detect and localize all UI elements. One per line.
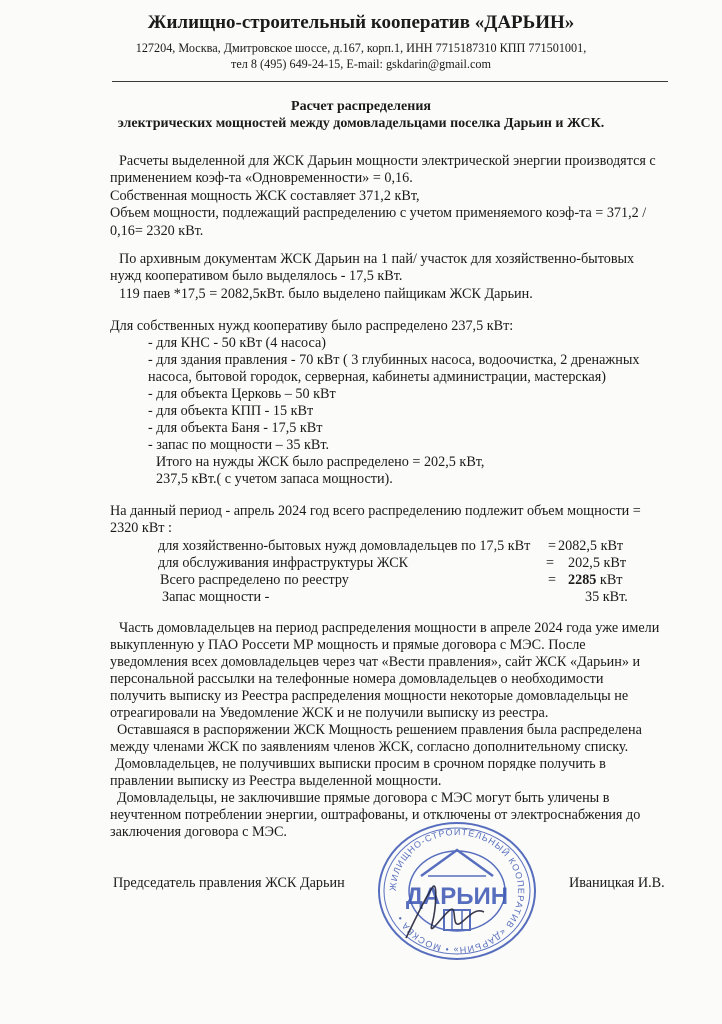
notice-line: неучтенном потреблении энергии, оштрафованы, и отключены от электроснабжения до — [110, 807, 641, 823]
period-row-label: для обслуживания инфраструктуры ЖСК — [158, 555, 409, 571]
period-total-unit: кВт — [596, 572, 623, 588]
notice-line: правлении выписку из Реестра выделенной мощности. — [110, 773, 442, 789]
own-needs-item: - для объекта Баня - 17,5 кВт — [148, 420, 323, 436]
own-needs-total: 237,5 кВт.( с учетом запаса мощности). — [156, 471, 393, 487]
document-title-line1: Расчет распределения — [291, 99, 431, 114]
signatory-name: Иваницкая И.В. — [569, 875, 665, 891]
own-needs-item: - для объекта Церковь – 50 кВт — [148, 386, 336, 402]
period-row-value: 35 кВт. — [585, 589, 628, 605]
period-row-label: Всего распределено по реестру — [160, 572, 349, 588]
intro-line: Расчеты выделенной для ЖСК Дарьин мощности электрической энергии производятся с — [119, 153, 656, 169]
intro-line: Собственная мощность ЖСК составляет 371,2 кВт, — [110, 188, 420, 204]
period-row-label: для хозяйственно-бытовых нужд домовладельцев по 17,5 кВт — [158, 538, 531, 554]
period-line: 2320 кВт : — [110, 520, 172, 536]
period-row-value: 2082,5 кВт — [558, 538, 624, 554]
header-divider — [112, 81, 668, 82]
period-line: На данный период - апрель 2024 год всего распределению подлежит объем мощности = — [110, 503, 641, 519]
seal-center-text: ДАРЬИН — [405, 883, 509, 910]
own-needs-heading: Для собственных нужд кооперативу было распределено 237,5 кВт: — [110, 318, 514, 334]
notice-line: получить выписку из Реестра распределения мощности некоторые домовладельцы не — [110, 688, 629, 704]
intro-line: 0,16= 2320 кВт. — [110, 223, 204, 239]
own-needs-item: - запас по мощности – 35 кВт. — [148, 437, 330, 453]
period-row-eq: = — [548, 572, 557, 588]
period-row-value: 202,5 кВт — [568, 555, 627, 571]
notice-line: между членами ЖСК по заявлениям членов ЖСК, согласно дополнительному списку. — [110, 739, 629, 755]
org-name: Жилищно-строительный кооператив «ДАРЬИН» — [147, 12, 575, 33]
archive-line: нужд кооперативом было выделялось - 17,5 кВт. — [110, 268, 403, 284]
notice-line: заключения договора с МЭС. — [110, 824, 287, 840]
document-title-line2: электрических мощностей между домовладельцами поселка Дарьин и ЖСК. — [117, 116, 605, 131]
own-needs-item: - для здания правления - 70 кВт ( 3 глубинных насоса, водоочистка, 2 дренажных — [148, 352, 640, 368]
intro-line: применением коэф-та «Одновременности» = 0,16. — [110, 170, 413, 186]
period-row-label: Запас мощности - — [162, 589, 270, 605]
period-row-eq: = — [548, 538, 557, 554]
seal-ring-text: ЖИЛИЩНО-СТРОИТЕЛЬНЫЙ КООПЕРАТИВ «ДАРЬИН» • МОСКВА • — [387, 826, 527, 956]
intro-line: Объем мощности, подлежащий распределению с учетом применяемого коэф-та = 371,2 / — [110, 205, 647, 221]
notice-line: Оставшаяся в распоряжении ЖСК Мощность решением правления была распределена — [117, 722, 642, 738]
org-contacts: тел 8 (495) 649-24-15, E-mail: gskdarin@gmail.com — [231, 57, 491, 71]
archive-line: По архивным документам ЖСК Дарьин на 1 пай/ участок для хозяйственно-бытовых — [119, 251, 635, 267]
notice-line: персональной рассылки на телефонные номера домовладельцев о необходимости — [110, 671, 604, 687]
notice-line: Часть домовладельцев на период распределения мощности в апреле 2024 года уже имели — [119, 620, 660, 636]
own-needs-total: Итого на нужды ЖСК было распределено = 202,5 кВт, — [156, 454, 485, 470]
own-needs-item: насоса, бытовой городок, серверная, кабинеты администрации, мастерская) — [148, 369, 606, 385]
period-total-number: 2285 — [568, 572, 597, 588]
notice-line: выкупленную у ПАО Россети МР мощность и прямые договора с МЭС. После — [110, 637, 586, 653]
notice-line: Домовладельцы, не заключившие прямые договора с МЭС могут быть уличены в — [117, 790, 610, 806]
period-row-eq: = — [546, 555, 555, 571]
org-address: 127204, Москва, Дмитровское шоссе, д.167, корп.1, ИНН 7715187310 КПП 771501001, — [135, 41, 587, 55]
own-needs-item: - для объекта КПП - 15 кВт — [148, 403, 314, 419]
cooperative-seal — [366, 818, 548, 964]
signatory-position: Председатель правления ЖСК Дарьин — [113, 875, 345, 891]
notice-line: Домовладельцев, не получивших выписки просим в срочном порядке получить в — [115, 756, 606, 772]
archive-line: 119 паев *17,5 = 2082,5кВт. было выделено пайщикам ЖСК Дарьин. — [119, 286, 533, 302]
notice-line: отреагировали на Уведомление ЖСК и не получили выписку из реестра. — [110, 705, 549, 721]
notice-line: уведомления всех домовладельцев через чат «Вести правления», сайт ЖСК «Дарьин» и — [110, 654, 641, 670]
period-row-value — [568, 572, 622, 589]
own-needs-item: - для КНС - 50 кВт (4 насоса) — [148, 335, 326, 351]
